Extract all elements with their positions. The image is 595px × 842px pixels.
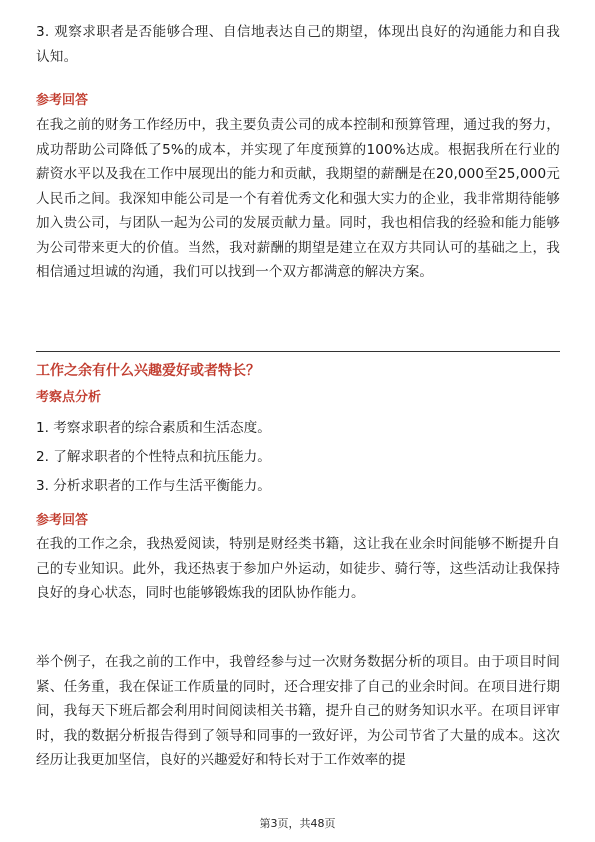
intro-paragraph: 3. 观察求职者是否能够合理、自信地表达自己的期望，体现出良好的沟通能力和自我认知。 <box>36 24 560 65</box>
analysis-label: 考察点分析 <box>36 390 102 405</box>
answer-label-2: 参考回答 <box>36 513 89 528</box>
page-number: 第3页，共48页 <box>259 817 336 830</box>
analysis-item-2: 2. 了解求职者的个性特点和抗压能力。 <box>36 449 271 465</box>
analysis-item-1: 1. 考察求职者的综合素质和生活态度。 <box>36 420 271 436</box>
analysis-item-3: 3. 分析求职者的工作与生活平衡能力。 <box>36 478 271 494</box>
question-title: 工作之余有什么兴趣爱好或者特长？ <box>36 363 260 379</box>
section-divider <box>36 351 560 352</box>
answer-paragraph-1: 在我之前的财务工作经历中，我主要负责公司的成本控制和预算管理，通过我的努力，成功帮助公司降低了5%的成本，并实现了年度预算的100%达成。根据我所在行业的薪资水平以及我在工作中展现出的能力和贡献，我期望的薪酬是在20,000至25,000元人民币之间。我深知申能公司是一个有着优秀文化和强大实力的企业，我非常期待能够加入贵公司，与团队一起为公司的发展贡献力量。同时，我也相信我的经验和能力能够为公司带来更大的价值。当然，我对薪酬的期望是建立在双方共同认可的基础之上，我相信通过坦诚的沟通，我们可以找到一个双方都满意的解决方案。 <box>36 117 560 280</box>
answer-paragraph-2: 在我的工作之余，我热爱阅读，特别是财经类书籍，这让我在业余时间能够不断提升自己的专业知识。此外，我还热衷于参加户外运动，如徒步、骑行等，这些活动让我保持良好的身心状态，同时也能够锻炼我的团队协作能力。 <box>36 536 560 601</box>
answer-paragraph-3: 举个例子，在我之前的工作中，我曾经参与过一次财务数据分析的项目。由于项目时间紧、任务重，我在保证工作质量的同时，还合理安排了自己的业余时间。在项目进行期间，我每天下班后都会利用时间阅读相关书籍，提升自己的财务知识水平。在项目评审时，我的数据分析报告得到了领导和同事的一致好评，为公司节省了大量的成本。这次经历让我更加坚信，良好的兴趣爱好和特长对于工作效率的提 <box>36 654 560 768</box>
answer-label-1: 参考回答 <box>36 93 89 108</box>
